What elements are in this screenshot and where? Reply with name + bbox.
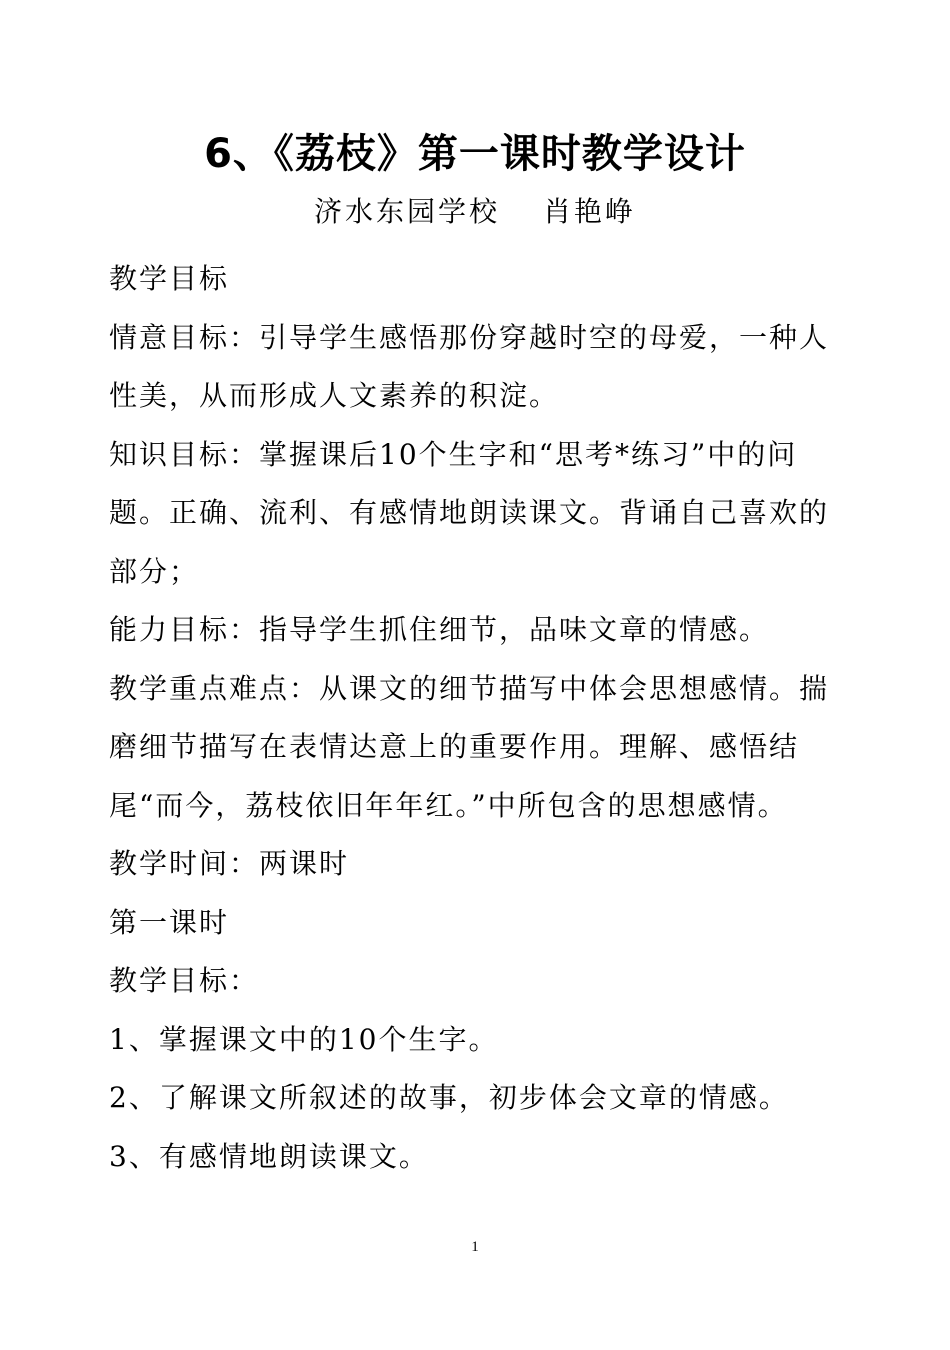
author-line: 济水东园学校 肖艳峥 [314,195,636,228]
list-item: 3、有感情地朗读课文。 [109,1139,429,1173]
document-title: 6、《荔枝》第一课时教学设计 [204,131,746,177]
paragraph: 教学重点难点：从课文的细节描写中体会思想感情。揣磨细节描写在表情达意上的重要作用。理解、感悟结尾“而今，荔枝依旧年年红。”中所包含的思想感情。 [109,671,830,822]
paragraph: 情意目标：引导学生感悟那份穿越时空的母爱，一种人性美，从而形成人文素养的积淀。 [109,320,830,412]
paragraph: 教学时间：两课时 [109,847,350,880]
paragraph: 知识目标：掌握课后10个生字和“思考*练习”中的问题。正确、流利、有感情地朗读课文。背诵自己喜欢的部分； [109,437,830,588]
list-item: 2、了解课文所叙述的故事，初步体会文章的情感。 [109,1081,789,1114]
section-heading: 第一课时 [109,905,230,939]
section-heading: 教学目标： [109,964,260,997]
section-heading: 教学目标 [109,262,230,295]
page-number: 1 [471,1239,479,1255]
document-body [109,250,844,1186]
list-item: 1、掌握课文中的10个生字。 [109,1022,499,1056]
paragraph: 能力目标：指导学生抓住细节，品味文章的情感。 [109,613,770,646]
